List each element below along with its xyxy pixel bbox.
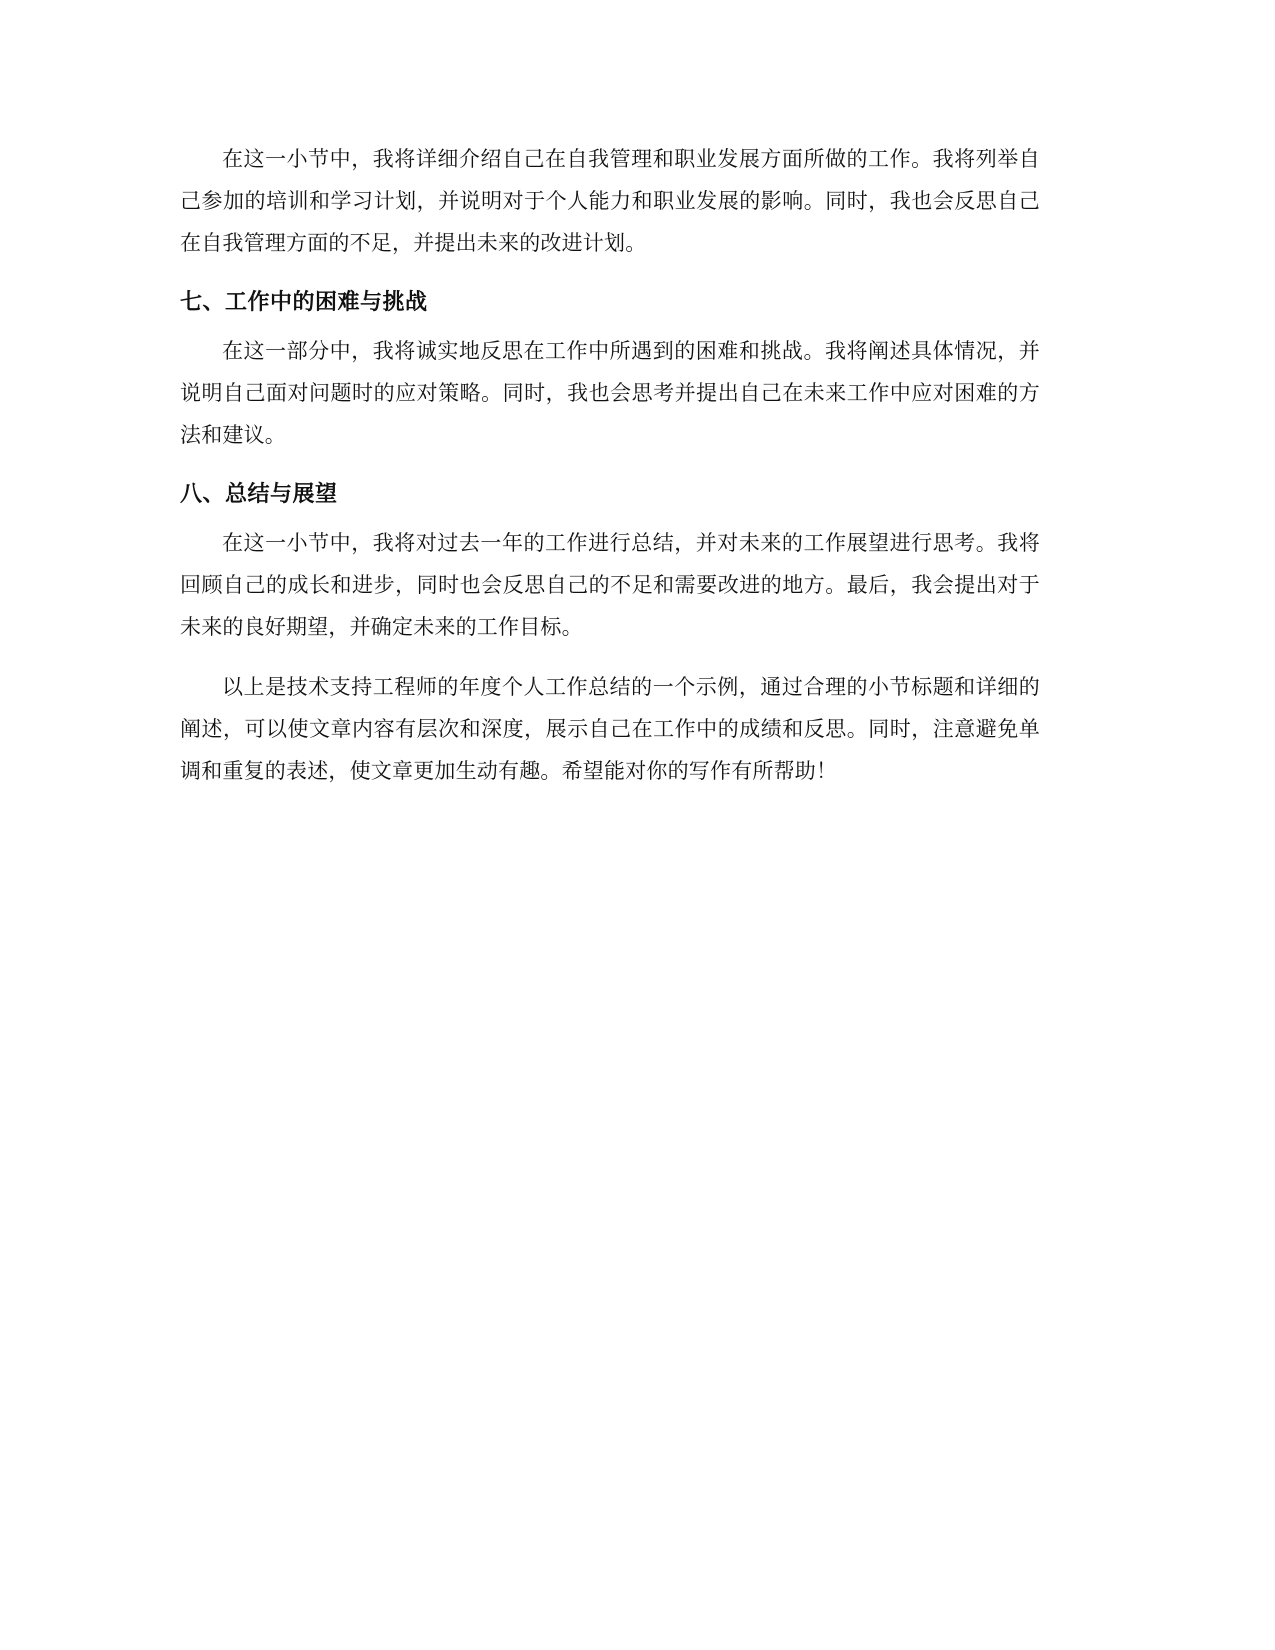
section-heading-difficulties: 七、工作中的困难与挑战 [180,290,428,315]
document-body [180,138,1040,792]
section-paragraph-summary: 在这一小节中，我将对过去一年的工作进行总结，并对未来的工作展望进行思考。我将回顾自己的成长和进步，同时也会反思自己的不足和需要改进的地方。最后，我会提出对于未来的良好期望，并确定未来的工作目标。 [180,531,1040,639]
section-paragraph-difficulties: 在这一部分中，我将诚实地反思在工作中所遇到的困难和挑战。我将阐述具体情况，并说明自己面对问题时的应对策略。同时，我也会思考并提出自己在未来工作中应对困难的方法和建议。 [180,339,1040,447]
section-heading-summary: 八、总结与展望 [180,482,338,507]
closing-paragraph: 以上是技术支持工程师的年度个人工作总结的一个示例，通过合理的小节标题和详细的阐述，可以使文章内容有层次和深度，展示自己在工作中的成绩和反思。同时，注意避免单调和重复的表述，使文章更加生动有趣。希望能对你的写作有所帮助！ [180,675,1040,783]
intro-paragraph: 在这一小节中，我将详细介绍自己在自我管理和职业发展方面所做的工作。我将列举自己参加的培训和学习计划，并说明对于个人能力和职业发展的影响。同时，我也会反思自己在自我管理方面的不足，并提出未来的改进计划。 [180,147,1040,255]
